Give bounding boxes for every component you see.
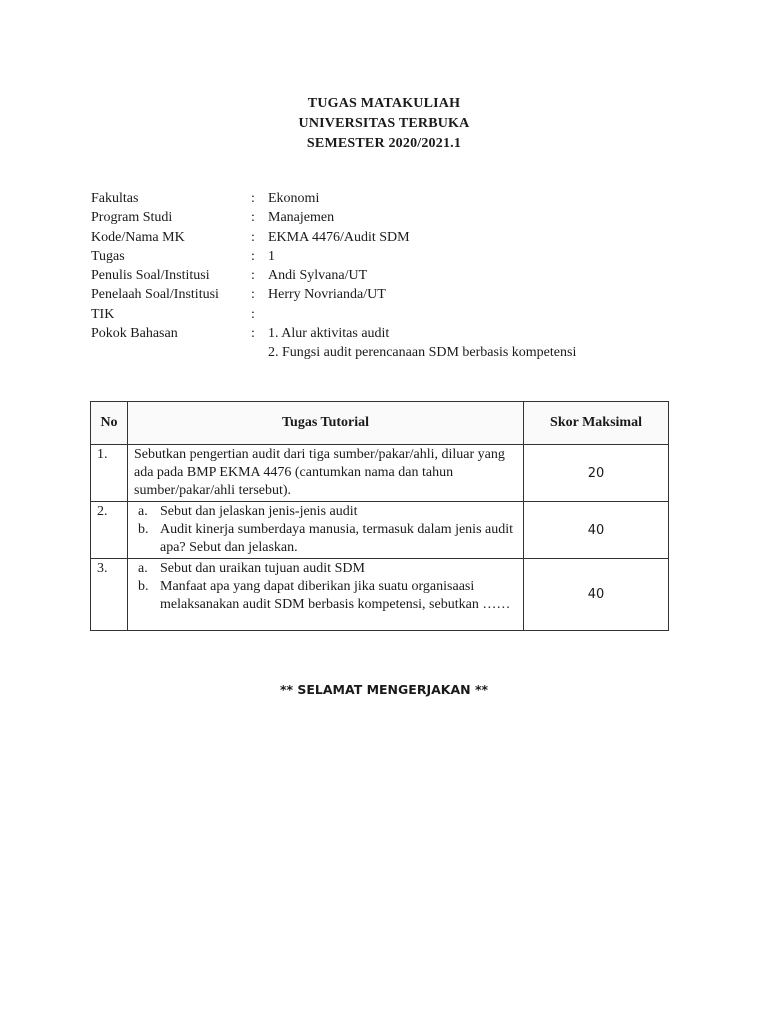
info-value xyxy=(268,324,691,363)
task-table xyxy=(90,401,669,631)
row-task xyxy=(128,502,524,559)
sub-text: Sebut dan jelaskan jenis-jenis audit xyxy=(160,504,358,519)
pokok-item-1: 1. Alur aktivitas audit xyxy=(268,326,390,342)
info-colon: : xyxy=(251,268,255,284)
row-number: 2. xyxy=(91,502,128,559)
info-row-penelaah xyxy=(91,285,691,304)
info-label: TIK xyxy=(91,306,115,322)
header-university: UNIVERSITAS TERBUKA xyxy=(298,116,470,131)
sub-letter: b. xyxy=(138,522,149,537)
sub-letter: b. xyxy=(138,579,149,594)
info-colon: : xyxy=(251,248,255,264)
header-semester: SEMESTER 2020/2021.1 xyxy=(306,136,462,151)
info-row-tugas xyxy=(91,247,691,266)
sub-item-a xyxy=(134,503,517,521)
col-header-no: No xyxy=(91,402,128,445)
pokok-item-2: 2. Fungsi audit perencanaan SDM berbasis kompetensi xyxy=(268,345,577,361)
sub-item-b xyxy=(134,521,517,557)
info-colon: : xyxy=(251,210,255,226)
sub-item-a xyxy=(134,560,517,578)
info-value: 1 xyxy=(268,248,275,264)
col-header-task: Tugas Tutorial xyxy=(128,402,524,445)
info-row-prodi xyxy=(91,208,691,227)
row-number: 1. xyxy=(91,445,128,502)
info-value: Manajemen xyxy=(268,210,335,226)
sub-letter: a. xyxy=(138,561,148,576)
table-row xyxy=(91,559,669,631)
info-value: Ekonomi xyxy=(268,191,320,206)
table-row xyxy=(91,445,669,502)
table-header-row xyxy=(91,402,669,445)
info-label: Pokok Bahasan xyxy=(91,326,178,342)
sub-text: Manfaat apa yang dapat diberikan jika suatu organisaasi melaksanakan audit SDM berbasis kompetensi, sebutkan …… xyxy=(160,579,511,612)
header-title: TUGAS MATAKULIAH xyxy=(307,96,461,111)
info-label: Tugas xyxy=(91,248,125,264)
info-label: Fakultas xyxy=(91,191,139,206)
info-label: Kode/Nama MK xyxy=(91,229,185,245)
info-colon: : xyxy=(251,306,255,322)
info-row-penulis xyxy=(91,266,691,285)
info-label: Penulis Soal/Institusi xyxy=(91,268,210,284)
sub-item-b xyxy=(134,578,517,614)
info-row-kode xyxy=(91,228,691,247)
document-header xyxy=(0,94,768,154)
info-colon: : xyxy=(251,229,255,245)
info-colon: : xyxy=(251,326,255,342)
info-label: Penelaah Soal/Institusi xyxy=(91,287,219,303)
sub-text: Sebut dan uraikan tujuan audit SDM xyxy=(160,561,365,576)
row-task: Sebutkan pengertian audit dari tiga sumber/pakar/ahli, diluar yang ada pada BMP EKMA 4476 (cantumkan nama dan tahun sumber/pakar/ahli tersebut). xyxy=(128,445,524,502)
col-header-score: Skor Maksimal xyxy=(524,402,669,445)
info-row-pokok xyxy=(91,324,691,363)
info-colon: : xyxy=(251,191,255,206)
info-value: Herry Novrianda/UT xyxy=(268,287,386,303)
closing-message: ** SELAMAT MENGERJAKAN ** xyxy=(279,682,489,697)
row-task xyxy=(128,559,524,631)
info-row-tik xyxy=(91,305,691,324)
info-value: Andi Sylvana/UT xyxy=(268,268,368,284)
row-score: 40 xyxy=(524,502,669,559)
info-value xyxy=(268,305,691,324)
table-row xyxy=(91,502,669,559)
row-score: 40 xyxy=(524,559,669,631)
course-info xyxy=(91,189,691,363)
info-value: EKMA 4476/Audit SDM xyxy=(268,229,410,245)
row-number: 3. xyxy=(91,559,128,631)
sub-letter: a. xyxy=(138,504,148,519)
sub-text: Audit kinerja sumberdaya manusia, termasuk dalam jenis audit apa? Sebut dan jelaskan. xyxy=(160,522,514,555)
info-row-fakultas xyxy=(91,189,691,208)
row-score: 20 xyxy=(524,445,669,502)
info-colon: : xyxy=(251,287,255,303)
info-label: Program Studi xyxy=(91,210,173,226)
